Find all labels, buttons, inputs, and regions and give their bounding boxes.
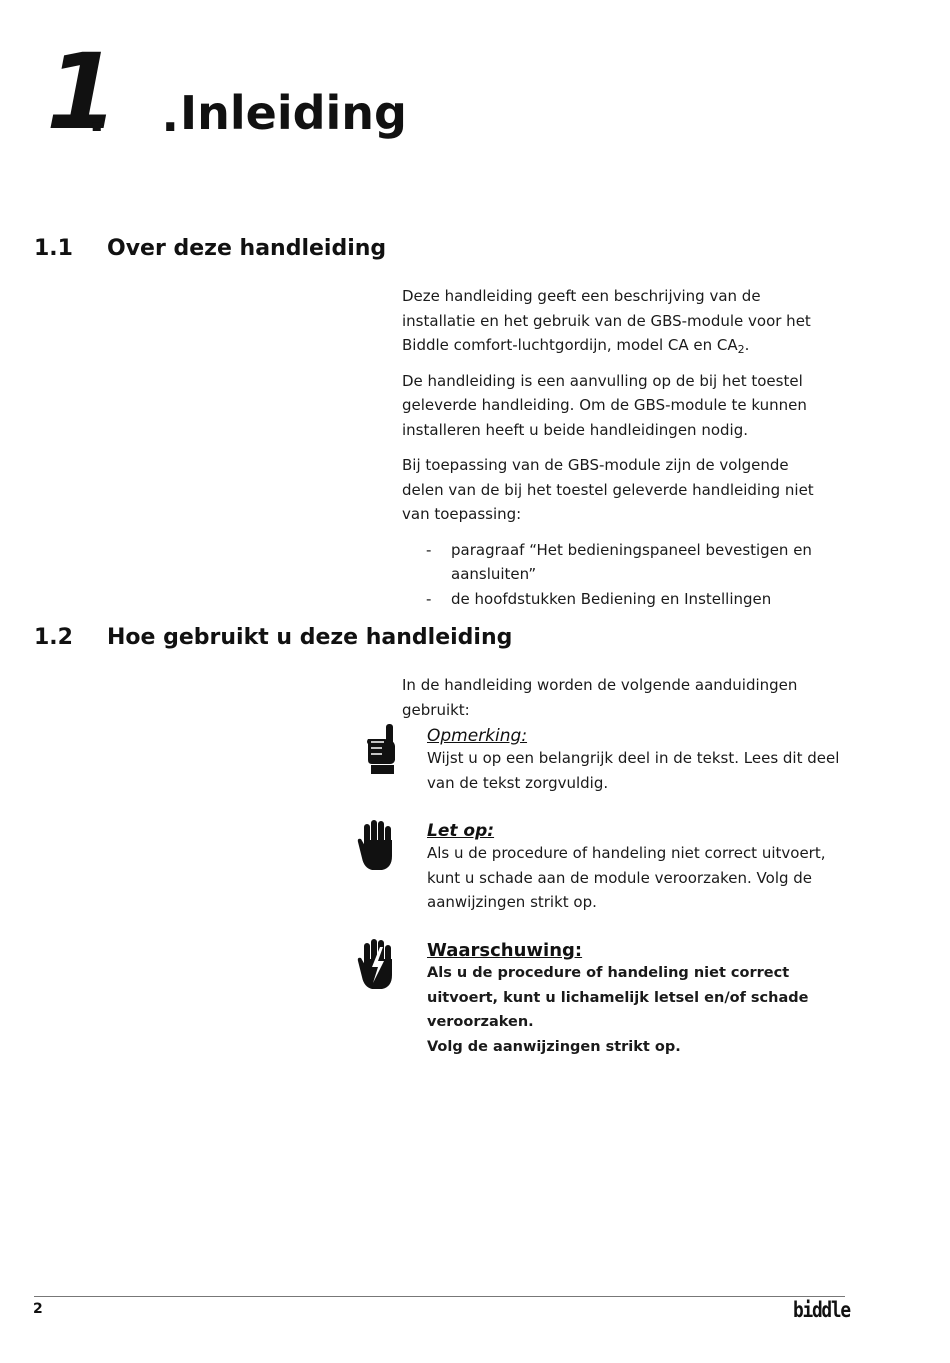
bullet-marker: - [426, 540, 432, 559]
paragraph: Deze handleiding geeft een beschrijving van de installatie en het gebruik van de GBS-module voor het Biddle comfort-luchtgordijn, model CA en $CA_2$. [402, 287, 811, 356]
section-number: 1.1 [34, 236, 73, 261]
caution-text: Als u de procedure of handeling niet correct uitvoert, kunt u schade aan de module veroorzaken. Volg de aanwijzingen strikt op. [427, 844, 826, 911]
biddle-logo: biddle [793, 1298, 850, 1322]
remark-heading: Opmerking: [427, 726, 528, 746]
chapter-number: 1 [46, 31, 117, 153]
remark-text: Wijst u op een belangrijk deel in de tekst. Lees dit deel van de tekst zorgvuldig. [427, 749, 840, 792]
paragraph: Bij toepassing van de GBS-module zijn de volgende delen van de bij het toestel geleverde handleiding niet van toepassing: [402, 456, 814, 523]
warning-text: Als u de procedure of handeling niet correct uitvoert, kunt u lichamelijk letsel en/of schade veroorzaken. [427, 965, 809, 1030]
warning-text-2: Volg de aanwijzingen strikt op. [427, 1038, 681, 1055]
footer-divider [34, 1296, 845, 1297]
chapter-dots: . . [88, 88, 199, 142]
chapter-title: Inleiding [180, 86, 407, 140]
pointing-hand-icon [362, 722, 400, 776]
section-number: 1.2 [34, 625, 73, 650]
bullet-marker: - [426, 589, 432, 608]
section-title: Over deze handleiding [107, 236, 387, 261]
page-number: 2 [33, 1301, 43, 1317]
warning-notice [427, 941, 847, 1059]
raised-hand-icon [356, 818, 398, 872]
section-body [402, 284, 830, 611]
caution-notice [427, 821, 847, 915]
hand-lightning-icon [356, 937, 398, 991]
warning-heading: Waarschuwing: [427, 940, 583, 961]
list-item: - de hoofdstukken Bediening en Instellingen [402, 587, 830, 612]
paragraph: De handleiding is een aanvulling op de bij het toestel geleverde handleiding. Om de GBS-module te kunnen installeren heeft u beide handleidingen nodig. [402, 371, 807, 439]
remark-notice [427, 726, 847, 795]
section-intro: In de handleiding worden de volgende aanduidingen gebruikt: [402, 676, 798, 719]
list-item: - paragraaf “Het bedieningspaneel bevestigen en aansluiten” [402, 538, 836, 587]
section-title: Hoe gebruikt u deze handleiding [107, 625, 513, 650]
caution-heading: Let op: [427, 821, 495, 841]
